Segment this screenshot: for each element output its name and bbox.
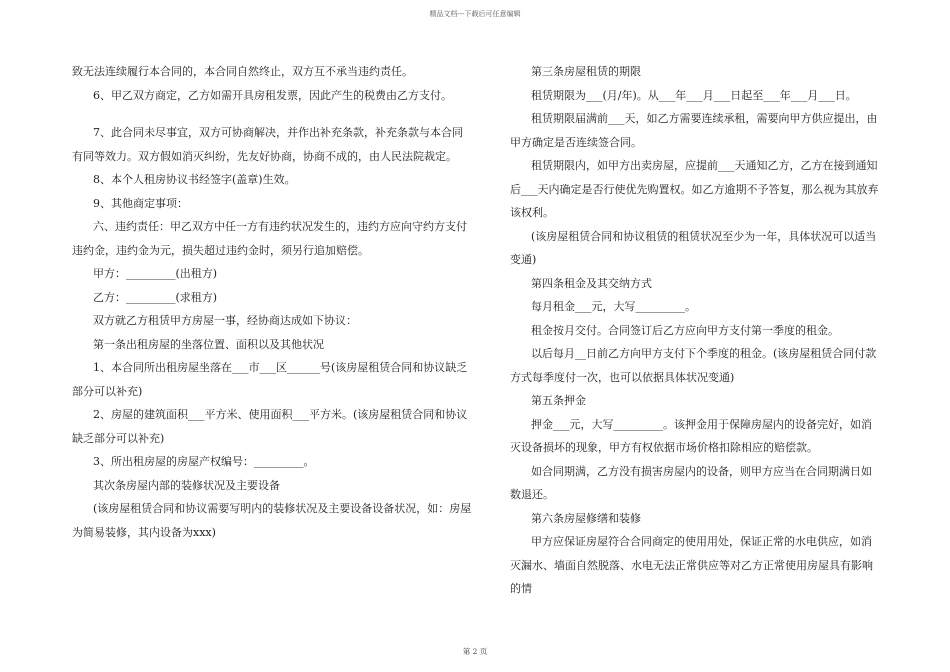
right-column <box>510 60 880 601</box>
paragraph: 3、所出租房屋的房屋产权编号：_________。 <box>93 455 315 468</box>
paragraph: 甲方应保证房屋符合合同商定的使用用处，保证正常的水电供应，如消灭漏水、墙面自然脱落、水电无法正常供应等对乙方正常使用房屋具有影响的情 <box>510 535 873 595</box>
paragraph: 致无法连续履行本合同的，本合同自然终止，双方互不承当违约责任。 <box>72 65 413 78</box>
paragraph: 如合同期满，乙方没有损害房屋内的设备，则甲方应当在合同期满日如数退还。 <box>510 464 872 501</box>
paragraph: 租赁期限届满前___天，如乙方需要连续承租，需要向甲方供应提出，由甲方确定是否连续签合同。 <box>510 112 878 149</box>
paragraph: 第五条押金 <box>531 394 586 407</box>
paragraph: 2、房屋的建筑面积___平方米、使用面积___平方米。(该房屋租赁合同和协议缺乏部分可以补充) <box>72 408 468 445</box>
paragraph: 每月租金___元，大写_________。 <box>531 300 696 313</box>
paragraph: (该房屋租赁合同和协议需要写明内的装修状况及主要设备设备状况，如：房屋为简易装修，其内设备为xxx) <box>72 502 472 539</box>
paragraph: 双方就乙方租赁甲方房屋一事，经协商达成如下协议： <box>93 314 357 327</box>
paragraph: 第三条房屋租赁的期限 <box>531 65 641 78</box>
paragraph: 9、其他商定事项： <box>93 196 188 210</box>
paragraph: 以后每月__日前乙方向甲方支付下个季度的租金。(该房屋租赁合同付款方式每季度付一次，也可以依据具体状况变通) <box>510 347 877 384</box>
paragraph: 1、本合同所出租房屋坐落在___市___区______号(该房屋租赁合同和协议缺乏部分可以补充) <box>72 361 468 398</box>
paragraph: 7、此合同未尽事宜，双方可协商解决，并作出补充条款，补充条款与本合同有同等效力。双方假如消灭纠纷，先友好协商，协商不成的，由人民法院裁定。 <box>72 126 463 163</box>
left-column <box>72 60 472 544</box>
paragraph: 甲方：_________(出租方) <box>93 267 218 280</box>
paragraph: 租金按月交付。合同签订后乙方应向甲方支付第一季度的租金。 <box>531 323 839 337</box>
paragraph: 第一条出租房屋的坐落位置、面积以及其他状况 <box>93 337 324 351</box>
paragraph: 第四条租金及其交纳方式 <box>531 276 652 290</box>
paragraph: 乙方：_________(求租方) <box>93 290 218 304</box>
paragraph: 第六条房屋修缮和装修 <box>531 511 641 525</box>
page-footer: 第 2 页 <box>462 647 488 656</box>
paragraph-gap <box>72 107 472 121</box>
paragraph: 六、违约责任：甲乙双方中任一方有违约状况发生的，违约方应向守约方支付违约金，违约金为元，损失超过违约金时，须另行追加赔偿。 <box>72 220 467 257</box>
page-header: 精品文档---下载后可任意编辑 <box>429 10 521 18</box>
paragraph: 押金___元，大写_________。该押金用于保障房屋内的设备完好，如消灭设备损坏的现象，甲方有权依据市场价格扣除相应的赔偿款。 <box>510 417 872 454</box>
paragraph: 其次条房屋内部的装修状况及主要设备 <box>93 478 280 492</box>
paragraph: 6、甲乙双方商定，乙方如需开具房租发票，因此产生的税费由乙方支付。 <box>93 88 452 102</box>
paragraph: 8、本个人租房协议书经签字(盖章)生效。 <box>93 173 296 186</box>
paragraph: 租赁期限内，如甲方出卖房屋，应提前___天通知乙方，乙方在接到通知后___天内确定是否行使优先购置权。如乙方逾期不予答复，那么视为其放弃该权利。 <box>510 159 879 219</box>
paragraph: 租赁期限为___(月/年)。从___年___月___日起至___年___月___日。 <box>531 88 857 102</box>
paragraph: (该房屋租赁合同和协议租赁的租赁状况至少为一年，具体状况可以适当变通) <box>510 229 877 266</box>
